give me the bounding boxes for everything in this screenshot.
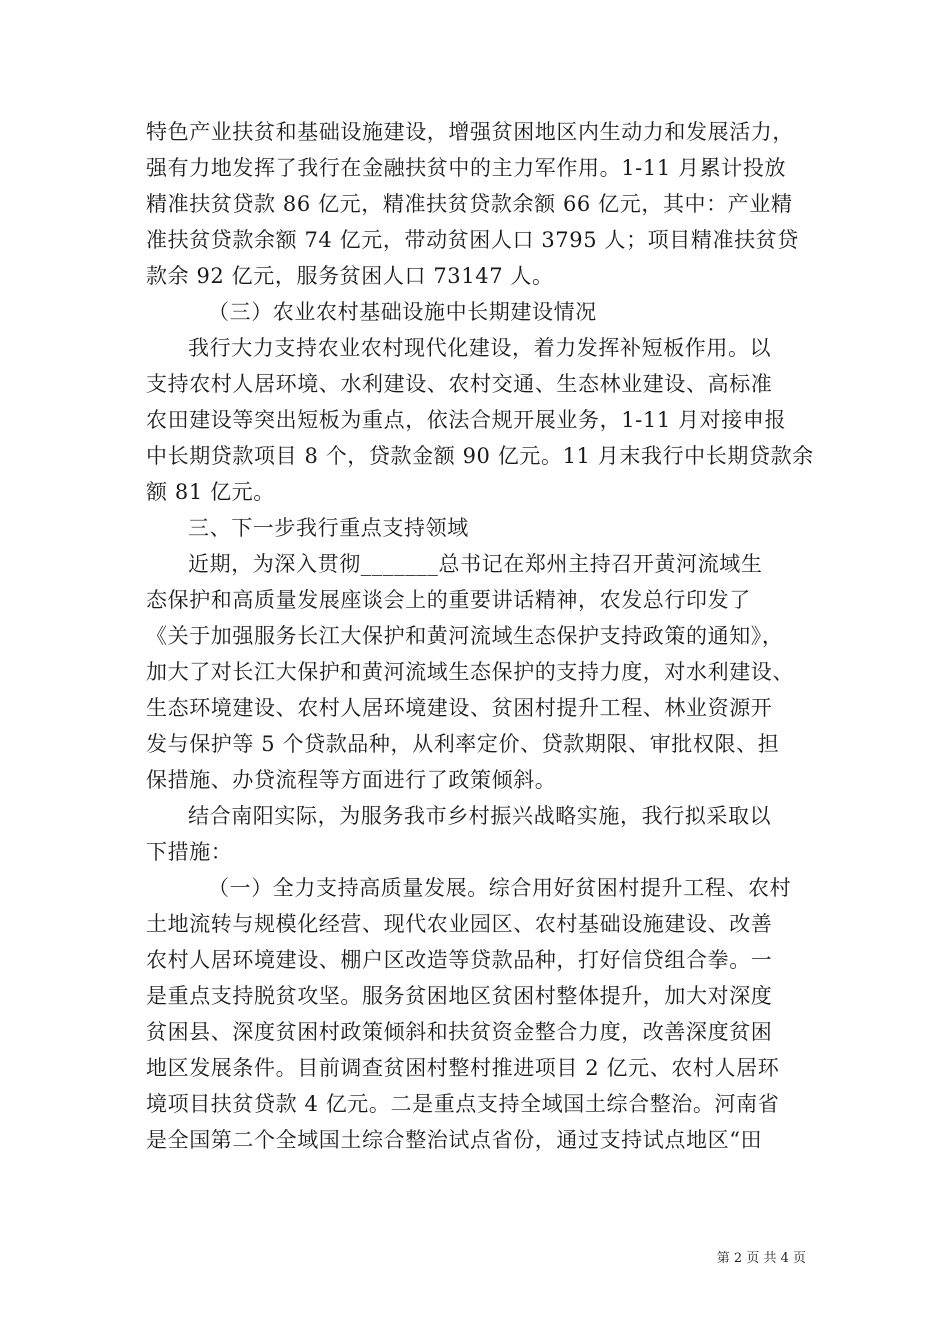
section-heading: 三、下一步我行重点支持领域 (188, 516, 469, 540)
document-body (146, 114, 814, 1158)
text-line: 农田建设等突出短板为重点，依法合规开展业务，1-11 月对接申报 (146, 408, 787, 432)
text-line: 额 81 亿元。 (146, 480, 275, 504)
text-line: 保措施、办贷流程等方面进行了政策倾斜。 (146, 768, 557, 792)
text-line: 精准扶贫贷款 86 亿元，精准扶贫贷款余额 66 亿元，其中：产业精 (146, 192, 793, 216)
text-line: 我行大力支持农业农村现代化建设，着力发挥补短板作用。以 (188, 336, 772, 360)
text-line: 发与保护等 5 个贷款品种，从利率定价、贷款期限、审批权限、担 (146, 732, 780, 756)
text-line: 态保护和高质量发展座谈会上的重要讲话精神，农发总行印发了 (146, 588, 751, 612)
text-line: 结合南阳实际，为服务我市乡村振兴战略实施，我行拟采取以 (188, 804, 772, 828)
page-number: 第 2 页 共 4 页 (716, 1251, 806, 1266)
section-heading: （三）农业农村基础设施中长期建设情况 (208, 300, 597, 324)
text-line: 近期，为深入贯彻_______总书记在郑州主持召开黄河流域生 (188, 552, 763, 576)
text-line: 境项目扶贫贷款 4 亿元。二是重点支持全域国土综合整治。河南省 (146, 1092, 780, 1116)
text-line: 款余 92 亿元，服务贫困人口 73147 人。 (146, 264, 554, 288)
text-line: 强有力地发挥了我行在金融扶贫中的主力军作用。1-11 月累计投放 (146, 156, 787, 180)
text-line: 贫困县、深度贫困村政策倾斜和扶贫资金整合力度，改善深度贫困 (146, 1020, 773, 1044)
text-line: 生态环境建设、农村人居环境建设、贫困村提升工程、林业资源开 (146, 696, 773, 720)
text-line: 特色产业扶贫和基础设施建设，增强贫困地区内生动力和发展活力， (146, 120, 794, 144)
text-line: 《关于加强服务长江大保护和黄河流域生态保护支持政策的通知》， (146, 624, 784, 648)
text-line: 土地流转与规模化经营、现代农业园区、农村基础设施建设、改善 (146, 912, 773, 936)
text-line: 支持农村人居环境、水利建设、农村交通、生态林业建设、高标准 (146, 372, 773, 396)
text-line: 是重点支持脱贫攻坚。服务贫困地区贫困村整体提升，加大对深度 (146, 984, 773, 1008)
text-line: 中长期贷款项目 8 个，贷款金额 90 亿元。11 月末我行中长期贷款余 (146, 444, 814, 468)
text-line: 地区发展条件。目前调查贫困村整村推进项目 2 亿元、农村人居环 (146, 1056, 780, 1080)
text-line: 下措施： (146, 840, 233, 864)
text-line: 加大了对长江大保护和黄河流域生态保护的支持力度，对水利建设、 (146, 660, 794, 684)
text-line: 准扶贫贷款余额 74 亿元，带动贫困人口 3795 人；项目精准扶贫贷 (146, 228, 799, 252)
text-line: 农村人居环境建设、棚户区改造等贷款品种，打好信贷组合拳。一 (146, 948, 773, 972)
text-line: 是全国第二个全域国土综合整治试点省份，通过支持试点地区“田 (146, 1128, 763, 1152)
section-heading: （一）全力支持高质量发展。综合用好贫困村提升工程、农村 (208, 876, 792, 900)
